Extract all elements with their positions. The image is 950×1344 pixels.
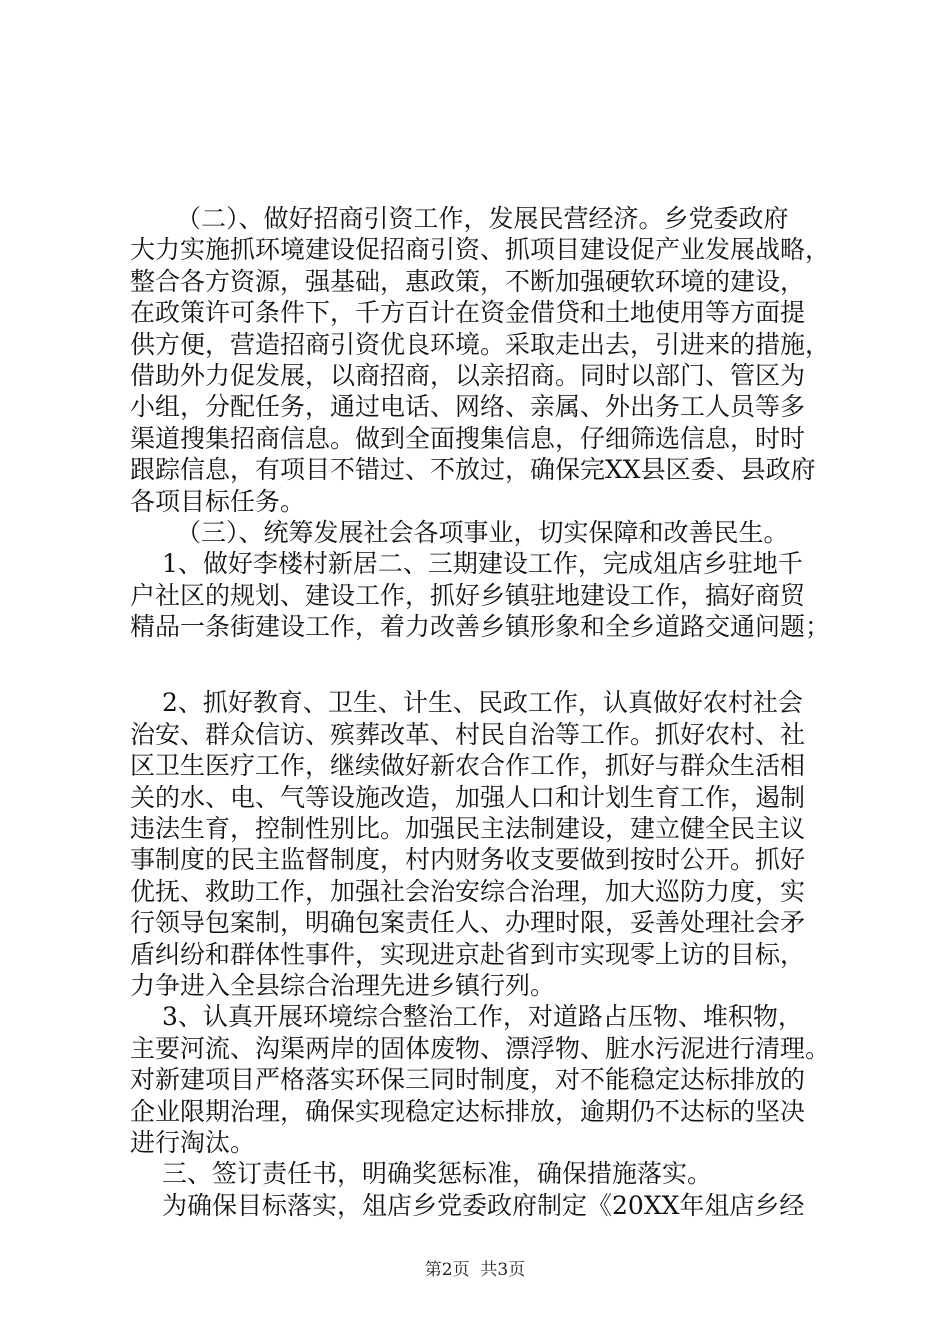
paragraph-gap	[130, 642, 850, 687]
text-line: 3、认真开展环境综合整治工作，对道路占压物、堆积物，	[162, 1002, 803, 1032]
text-line: 优抚、救助工作，加强社会治安综合治理，加大巡防力度，实	[130, 876, 806, 906]
text-line: 精品一条街建设工作，着力改善乡镇形象和全乡道路交通问题；	[130, 612, 831, 642]
text-line: （二）、做好招商引资工作，发展民营经济。乡党委政府	[176, 204, 789, 233]
text-line: 主要河流、沟渠两岸的固体废物、漂浮物、脏水污泥进行清理。	[130, 1033, 831, 1063]
document-body	[130, 203, 850, 1221]
text-line: 关的水、电、气等设施改造，加强人口和计划生育工作，遏制	[130, 782, 806, 812]
text-line: 2、抓好教育、卫生、计生、民政工作，认真做好农村社会	[162, 688, 803, 718]
text-line: 违法生育，控制性别比。加强民主法制建设，建立健全民主议	[130, 814, 806, 844]
text-line: 大力实施抓环境建设促招商引资、抓项目建设促产业发展战略，	[130, 235, 831, 265]
text-line: 整合各方资源，强基础，惠政策，不断加强硬软环境的建设，	[130, 266, 806, 296]
text-line: 企业限期治理，确保实现稳定达标排放，逾期仍不达标的坚决	[130, 1096, 806, 1126]
text-line: 跟踪信息，有项目不错过、不放过，确保完XX县区委、县政府	[130, 455, 816, 485]
text-line: 事制度的民主监督制度，村内财务收支要做到按时公开。抓好	[130, 845, 806, 875]
text-line: 1、做好李楼村新居二、三期建设工作，完成俎店乡驻地千	[162, 549, 803, 579]
text-line: 户社区的规划、建设工作，抓好乡镇驻地建设工作，搞好商贸	[130, 580, 806, 610]
text-line: 渠道搜集招商信息。做到全面搜集信息，仔细筛选信息，时时	[130, 423, 806, 453]
text-line: 行领导包案制，明确包案责任人、办理时限，妥善处理社会矛	[130, 908, 806, 938]
text-line: 区卫生医疗工作，继续做好新农合作工作，抓好与群众生活相	[130, 751, 806, 781]
text-line: 力争进入全县综合治理先进乡镇行列。	[130, 970, 556, 1000]
text-line: 在政策许可条件下，千方百计在资金借贷和土地使用等方面提	[130, 298, 806, 328]
section-heading: （三）、统筹发展社会各项事业，切实保障和改善民生。	[176, 517, 789, 547]
text-line: 供方便，营造招商引资优良环境。采取走出去，引进来的措施，	[130, 329, 831, 359]
text-line: 各项目标任务。	[130, 486, 306, 516]
text-line: 为确保目标落实，俎店乡党委政府制定《20XX年俎店乡经	[162, 1190, 805, 1220]
text-line: 治安、群众信访、殡葬改革、村民自治等工作。抓好农村、社	[130, 719, 806, 749]
text-line: 盾纠纷和群体性事件，实现进京赴省到市实现零上访的目标，	[130, 939, 806, 969]
text-line: 对新建项目严格落实环保三同时制度，对不能稳定达标排放的	[130, 1065, 806, 1095]
text-line: 小组，分配任务，通过电话、网络、亲属、外出务工人员等多	[130, 392, 806, 422]
text-line: 进行淘汰。	[130, 1127, 256, 1157]
page-number-footer: 第2页 共3页	[424, 1260, 526, 1280]
section-heading: 三、签订责任书，明确奖惩标准，确保措施落实。	[162, 1159, 713, 1189]
text-line: 借助外力促发展，以商招商，以亲招商。同时以部门、管区为	[130, 360, 806, 390]
